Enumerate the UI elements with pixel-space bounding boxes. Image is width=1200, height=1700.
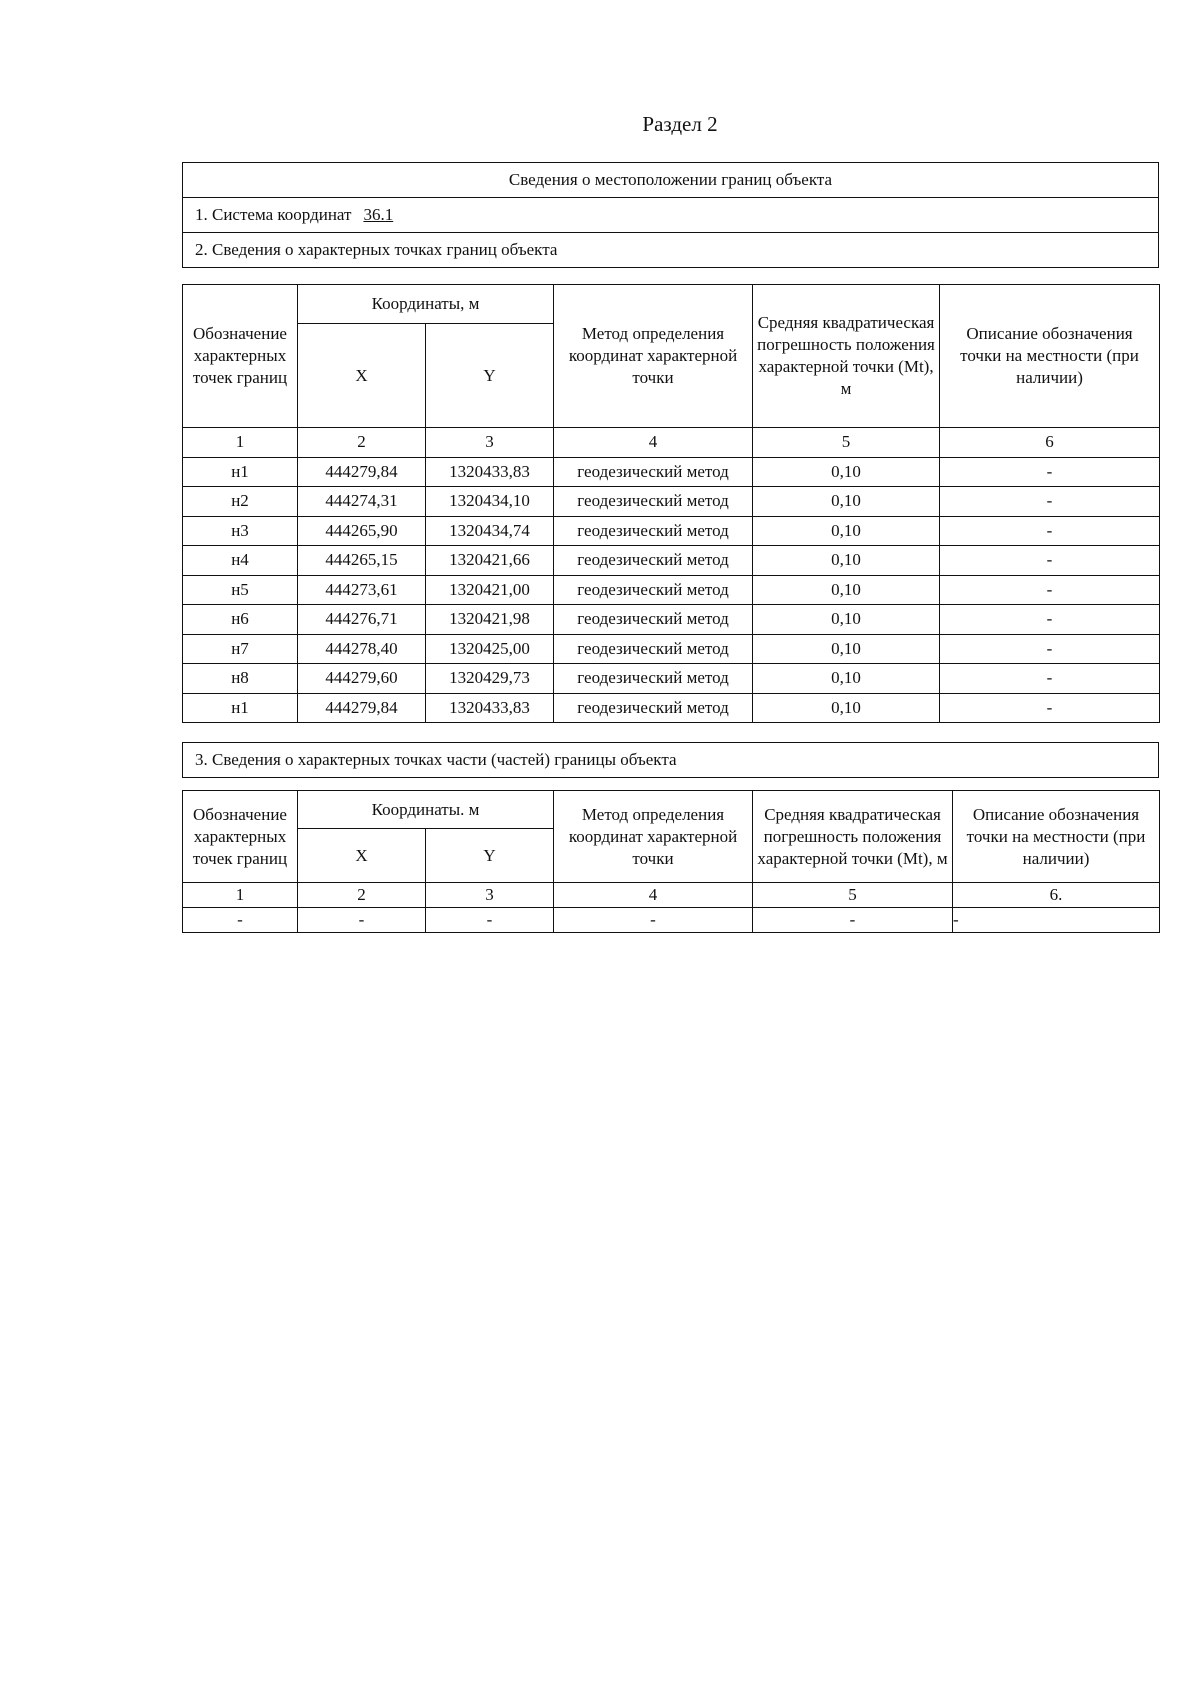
col-number: 6. xyxy=(953,883,1160,908)
table-cell: - xyxy=(940,693,1160,723)
section-frame xyxy=(182,162,1159,268)
points-title: 2. Сведения о характерных точках границ объекта xyxy=(183,233,1159,268)
column-number-row xyxy=(183,883,1160,908)
table-cell: 1320434,74 xyxy=(426,516,554,546)
table-row xyxy=(183,487,1160,517)
coord-system-row xyxy=(183,198,1159,233)
col-number: 3 xyxy=(426,428,554,458)
table-cell: - xyxy=(940,575,1160,605)
coord-system-value: 36.1 xyxy=(363,205,394,224)
table-cell: 444279,60 xyxy=(298,664,426,694)
col-number: 2 xyxy=(298,883,426,908)
table-cell: 1320434,10 xyxy=(426,487,554,517)
header-description: Описание обозначения точки на местности (при наличии) xyxy=(940,285,1160,428)
table-cell: 0,10 xyxy=(753,516,940,546)
section-header: Сведения о местоположении границ объекта xyxy=(183,163,1159,198)
table-cell: 444274,31 xyxy=(298,487,426,517)
table-cell: 1320425,00 xyxy=(426,634,554,664)
col-number: 4 xyxy=(554,428,753,458)
table-cell: 444276,71 xyxy=(298,605,426,635)
table-cell: 0,10 xyxy=(753,575,940,605)
table-cell: геодезический метод xyxy=(554,605,753,635)
table-cell: н8 xyxy=(183,664,298,694)
table-cell: - xyxy=(183,908,298,933)
table-cell: 0,10 xyxy=(753,693,940,723)
header-method: Метод определения координат характерной точки xyxy=(554,791,753,883)
table-cell: - xyxy=(940,634,1160,664)
table-cell: 444265,90 xyxy=(298,516,426,546)
table-row xyxy=(183,634,1160,664)
col-number: 2 xyxy=(298,428,426,458)
coord-system-label: 1. Система координат xyxy=(195,205,352,224)
table-cell: н5 xyxy=(183,575,298,605)
table-cell: геодезический метод xyxy=(554,575,753,605)
table-cell: 0,10 xyxy=(753,634,940,664)
col-number: 1 xyxy=(183,428,298,458)
header-method: Метод определения координат характерной точки xyxy=(554,285,753,428)
table-cell: 0,10 xyxy=(753,664,940,694)
header-y: Y xyxy=(426,829,554,883)
table-cell: геодезический метод xyxy=(554,457,753,487)
table-cell: 1320429,73 xyxy=(426,664,554,694)
table-row xyxy=(183,546,1160,576)
table-row xyxy=(183,693,1160,723)
table1-body xyxy=(183,457,1160,723)
table-cell: 1320421,98 xyxy=(426,605,554,635)
table-cell: геодезический метод xyxy=(554,516,753,546)
header-coords: Координаты, м xyxy=(298,285,554,324)
table-cell: - xyxy=(426,908,554,933)
table2-body xyxy=(183,908,1160,933)
table-cell: н2 xyxy=(183,487,298,517)
table-cell: - xyxy=(953,908,1160,933)
table-cell: 1320421,00 xyxy=(426,575,554,605)
table-cell: н1 xyxy=(183,457,298,487)
table-cell: - xyxy=(940,487,1160,517)
table-cell: 1320433,83 xyxy=(426,693,554,723)
table-cell: - xyxy=(940,605,1160,635)
table-cell: 0,10 xyxy=(753,457,940,487)
table-cell: - xyxy=(940,457,1160,487)
table-cell: 444278,40 xyxy=(298,634,426,664)
table-cell: 444279,84 xyxy=(298,693,426,723)
col-number: 6 xyxy=(940,428,1160,458)
table-cell: н1 xyxy=(183,693,298,723)
table-cell: - xyxy=(940,546,1160,576)
header-coords: Координаты. м xyxy=(298,791,554,829)
table-cell: геодезический метод xyxy=(554,693,753,723)
table-cell: н6 xyxy=(183,605,298,635)
table-cell: 0,10 xyxy=(753,487,940,517)
header-designation: Обозначение характерных точек границ xyxy=(183,791,298,883)
header-x: X xyxy=(298,829,426,883)
table-row xyxy=(183,575,1160,605)
table-cell: - xyxy=(554,908,753,933)
table-cell: н7 xyxy=(183,634,298,664)
table-cell: геодезический метод xyxy=(554,634,753,664)
col-number: 3 xyxy=(426,883,554,908)
header-error: Средняя квадратическая погрешность положения характерной точки (Mt), м xyxy=(753,285,940,428)
table-cell: 1320421,66 xyxy=(426,546,554,576)
part-points-table xyxy=(182,790,1159,933)
table-cell: - xyxy=(298,908,426,933)
table-cell: 444279,84 xyxy=(298,457,426,487)
table-row xyxy=(183,457,1160,487)
table-cell: геодезический метод xyxy=(554,546,753,576)
header-designation: Обозначение характерных точек границ xyxy=(183,285,298,428)
table-cell: н4 xyxy=(183,546,298,576)
page-title: Раздел 2 xyxy=(642,112,718,136)
table-cell: 444273,61 xyxy=(298,575,426,605)
table-cell: - xyxy=(940,664,1160,694)
column-number-row xyxy=(183,428,1160,458)
table-row xyxy=(183,664,1160,694)
table-cell: 1320433,83 xyxy=(426,457,554,487)
table-cell: н3 xyxy=(183,516,298,546)
parts-frame xyxy=(182,742,1159,778)
col-number: 4 xyxy=(554,883,753,908)
table-row xyxy=(183,908,1160,933)
table-cell: 444265,15 xyxy=(298,546,426,576)
table-cell: геодезический метод xyxy=(554,664,753,694)
table-cell: 0,10 xyxy=(753,546,940,576)
table-row xyxy=(183,605,1160,635)
table-row xyxy=(183,516,1160,546)
header-x: X xyxy=(298,324,426,428)
col-number: 5 xyxy=(753,428,940,458)
header-y: Y xyxy=(426,324,554,428)
header-error: Средняя квадратическая погрешность положения характерной точки (Mt), м xyxy=(753,791,953,883)
table-cell: - xyxy=(753,908,953,933)
parts-title: 3. Сведения о характерных точках части (частей) границы объекта xyxy=(183,743,1159,778)
table-cell: 0,10 xyxy=(753,605,940,635)
boundary-points-table xyxy=(182,284,1159,723)
col-number: 5 xyxy=(753,883,953,908)
table-cell: - xyxy=(940,516,1160,546)
header-description: Описание обозначения точки на местности (при наличии) xyxy=(953,791,1160,883)
table-cell: геодезический метод xyxy=(554,487,753,517)
col-number: 1 xyxy=(183,883,298,908)
